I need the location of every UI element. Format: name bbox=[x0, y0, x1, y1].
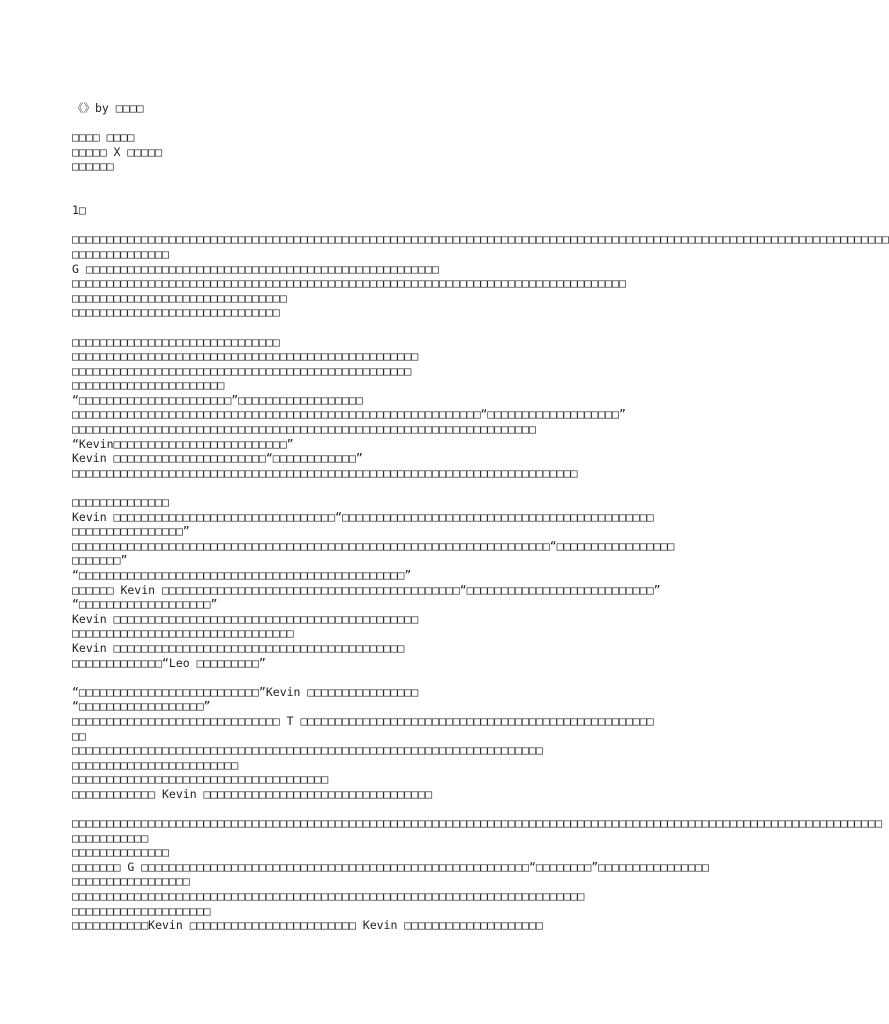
blank-line bbox=[72, 480, 702, 495]
text-line: Kevin □□□□□□□□□□□□□□□□□□□□□□□□□□□□□□□□“□□□□□□□□□□□□□□□□□□□□□□□□□□□□□□□□□□□□□□□□□□□□□ bbox=[72, 509, 654, 524]
text-line: □□□□□□□□□□□□□□□□□□□□□□□□□□□□□□□□□□□□□□□□□□□□□□□□□□□□□□□□□□□□□□□□□□□ bbox=[72, 422, 536, 437]
text-line: □□□□□□□□□□□□□□□□” bbox=[72, 524, 190, 539]
document-body bbox=[72, 101, 889, 933]
blank-line bbox=[72, 320, 702, 335]
text-line: “□□□□□□□□□□□□□□□□□□□□□□”□□□□□□□□□□□□□□□□□□ bbox=[72, 392, 363, 407]
text-line: □□□□□□□□□□□□□□□□□□□□□□□□□□□□□□□□□□□□□□□□□□□□□□□□□□□□□□□□□□□□□□□□□□□□□□□□□ bbox=[72, 465, 578, 480]
text-line: “□□□□□□□□□□□□□□□□□□□□□□□□□□□□□□□□□□□□□□□□□□□□□□□” bbox=[72, 568, 412, 582]
text-line: □□□□□□□□□□□□□□□□□□□□□□□□□□□□□□□□□□□□□□□□□□□□□□□□□□□□□□□□□□□□□□□□□□□□□□□□□□□□□□□□□□□□□□□□□□□□□□□□□□□□□□□□□□□□□□□□□□□□□□ bbox=[72, 232, 889, 247]
text-line: □□□□□□□□□□□□□□□□□□□□□□□□□□□□□□□□□□□□□□□□□□□□□□□□□□□□□□□□□□□□□□□□□□□□□□□□□□□□□□□□ bbox=[72, 276, 626, 291]
text-line: □□□□□□□□□□□□ Kevin □□□□□□□□□□□□□□□□□□□□□□□□□□□□□□□□□ bbox=[72, 786, 433, 801]
text-line: “Kevin□□□□□□□□□□□□□□□□□□□□□□□□□” bbox=[72, 436, 294, 451]
blank-line bbox=[72, 670, 702, 685]
text-line: “□□□□□□□□□□□□□□□□□□□” bbox=[72, 597, 218, 612]
text-line: □□□□□□□□□□□□□□□□□□□□□□□□□□□□□□□ bbox=[72, 290, 287, 305]
text-line: Kevin □□□□□□□□□□□□□□□□□□□□□□□□□□□□□□□□□□□□□□□□□□ bbox=[72, 640, 405, 655]
text-line: □□□□□ X □□□□□ bbox=[72, 144, 163, 159]
text-line: “□□□□□□□□□□□□□□□□□□” bbox=[72, 699, 211, 714]
text-line: □□□□□□□□□□□□□□□□□ bbox=[72, 874, 190, 889]
text-line: □□□□□□□□□□□□□□□□□□□□□□□□ bbox=[72, 757, 239, 772]
blank-line bbox=[72, 189, 702, 204]
blank-line bbox=[72, 116, 702, 131]
text-line: □□□□□□□□□□□□□□□□□□□□□□□□□□□□□□□□□□□□□ bbox=[72, 772, 329, 787]
text-line: □□□□□□□□□□□□□□ bbox=[72, 246, 169, 261]
text-line: □□□□□□□□□□□□□□□□□□□□□□□□□□□□□□ T □□□□□□□□□□□□□□□□□□□□□□□□□□□□□□□□□□□□□□□□□□□□□□□□□□□ bbox=[72, 713, 654, 728]
text-line: G □□□□□□□□□□□□□□□□□□□□□□□□□□□□□□□□□□□□□□□□□□□□□□□□□□□ bbox=[72, 261, 439, 276]
text-line: □□□□□□□□□□□□□□ bbox=[72, 495, 169, 510]
text-line: □□□□□□□□□□□□□□□□□□□□□□□□□□□□□□□□□□□□□□□□□□□□□□□□□□□□□□□□□□□□□□□□□□□□ bbox=[72, 743, 543, 758]
text-line: □□□□□□□□□□□□□□□□□□□□□□□□□□□□□□ bbox=[72, 305, 280, 320]
text-line: □□□□□□ Kevin □□□□□□□□□□□□□□□□□□□□□□□□□□□□□□□□□□□□□□□□□□□“□□□□□□□□□□□□□□□□□□□□□□□□□□□” bbox=[72, 582, 661, 597]
text-line: 《》by □□□□ bbox=[72, 101, 144, 115]
text-line: 1□ bbox=[72, 203, 86, 218]
text-line: □□□□□□□□□□□Kevin □□□□□□□□□□□□□□□□□□□□□□□□ Kevin □□□□□□□□□□□□□□□□□□□□ bbox=[72, 918, 543, 933]
text-line: □□□□□□□□□□□□□□□□□□□□□□□□□□□□□□□□□□□□□□□□□□□□□□□□□□□□□□□□□□□□□□□□□□□□□“□□□□□□□□□□□□□□□□□ bbox=[72, 538, 675, 553]
text-line: □□□□□□□□□□□□□□□□□□□□□□ bbox=[72, 378, 225, 393]
text-line: □□□□□□□□□□□ bbox=[72, 830, 149, 845]
text-line: □□□□□□□□□□□□□□□□□□□□□□□□□□□□□□□□□□□□□□□□□□□□□□□□□□□□□□□□□□□□□□□□□□□□□□□□□□□□□□□□□□□□□□□□□□□□□□□□□□□□□□□□□□□□□□□□□□□□□ bbox=[72, 816, 883, 831]
text-line: □□□□□□□□□□□□□□□□□□□□□□□□□□□□□□□□□□□□□□□□□□□□□□□□□□□□□□□□□□□□□□□□□□□□□□□□□□ bbox=[72, 889, 585, 904]
text-line: □□□□□□□□□□□□□□□□□□□□□□□□□□□□□□□□□□□□□□□□□□□□□□□□□□ bbox=[72, 349, 419, 364]
text-line: □□□□□□□□□□□□□□ bbox=[72, 845, 169, 860]
blank-line bbox=[72, 218, 702, 233]
text-line: □□□□□□□□□□□□□“Leo □□□□□□□□□” bbox=[72, 655, 266, 670]
text-line: □□□□□□□ G □□□□□□□□□□□□□□□□□□□□□□□□□□□□□□□□□□□□□□□□□□□□□□□□□□□□□□□□“□□□□□□□□”□□□□□□□□□□□□□□□□ bbox=[72, 859, 709, 874]
text-line: □□ bbox=[72, 728, 86, 743]
text-line: □□□□ □□□□ bbox=[72, 130, 135, 145]
text-line: □□□□□□□□□□□□□□□□□□□□□□□□□□□□□□□□□□□□□□□□□□□□□□□□□ bbox=[72, 363, 412, 378]
text-line: □□□□□□□” bbox=[72, 553, 128, 568]
blank-line bbox=[72, 174, 702, 189]
text-line: “□□□□□□□□□□□□□□□□□□□□□□□□□□”Kevin □□□□□□□□□□□□□□□□ bbox=[72, 684, 419, 699]
text-line: □□□□□□□□□□□□□□□□□□□□ bbox=[72, 903, 211, 918]
text-line: □□□□□□□□□□□□□□□□□□□□□□□□□□□□□□□□ bbox=[72, 626, 294, 641]
blank-line bbox=[72, 802, 702, 817]
text-line: Kevin □□□□□□□□□□□□□□□□□□□□□□□□□□□□□□□□□□□□□□□□□□□□ bbox=[72, 611, 419, 626]
text-line: Kevin □□□□□□□□□□□□□□□□□□□□□□“□□□□□□□□□□□□” bbox=[72, 451, 363, 466]
text-line: □□□□□□ bbox=[72, 159, 114, 174]
text-line: □□□□□□□□□□□□□□□□□□□□□□□□□□□□□□□□□□□□□□□□□□□□□□□□□□□□□□□□□□□“□□□□□□□□□□□□□□□□□□□” bbox=[72, 407, 626, 422]
text-line: □□□□□□□□□□□□□□□□□□□□□□□□□□□□□□ bbox=[72, 334, 280, 349]
